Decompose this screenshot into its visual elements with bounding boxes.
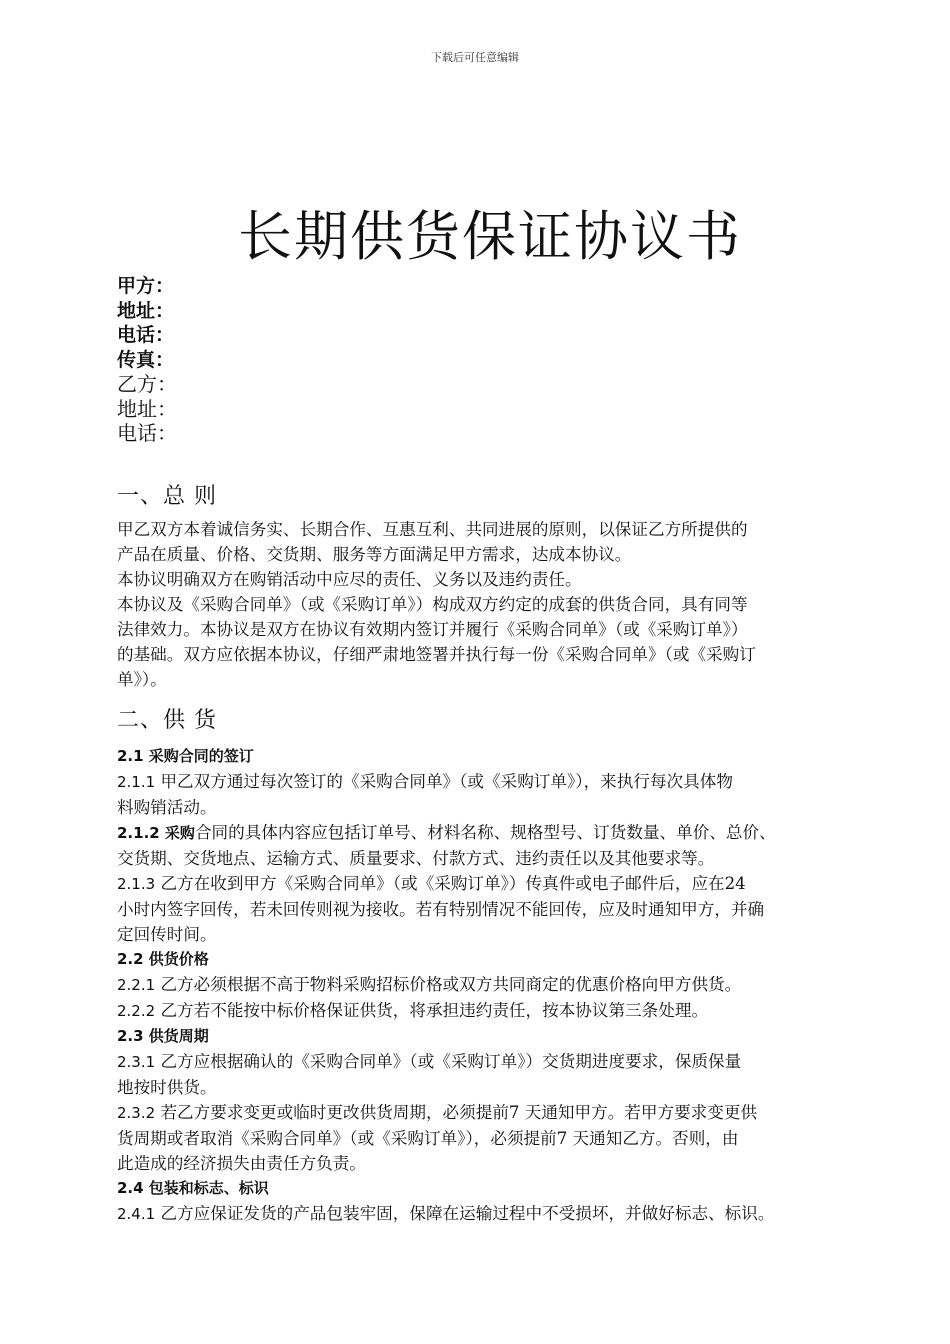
clause-continuation: 小时内签字回传，若未回传则视为接收。若有特别情况不能回传，应及时通知甲方，并确 xyxy=(117,900,765,919)
clause xyxy=(117,769,887,795)
paragraph: 甲乙双方本着诚信务实、长期合作、互惠互利、共同进展的原则，以保证乙方所提供的 xyxy=(117,520,748,539)
section-supply xyxy=(117,706,887,1227)
clause-number: 2.3.1 xyxy=(117,1053,156,1071)
clause-text: 乙方在收到甲方《采购合同单》（或《采购订单》）传真件或电子邮件后，应在24 xyxy=(155,874,746,893)
clause-text: 若乙方要求变更或临时更改供货周期，必须提前7 天通知甲方。若甲方要求变更供 xyxy=(155,1103,758,1122)
section-heading-general: 一、总 则 xyxy=(117,484,217,509)
clause-text: 合同的具体内容应包括订单号、材料名称、规格型号、订货数量、单价、总价、 xyxy=(194,823,776,842)
clause-number: 2.1.2 采购 xyxy=(117,824,195,842)
clause xyxy=(117,820,887,846)
clause-text: 乙方必须根据不高于物料采购招标价格或双方共同商定的优惠价格向甲方供货。 xyxy=(155,975,742,994)
clause-continuation: 地按时供货。 xyxy=(117,1078,217,1097)
clause xyxy=(117,998,887,1024)
clause-number: 2.1.3 xyxy=(117,875,156,893)
paragraph: 单》）。 xyxy=(117,670,167,689)
party-a-fax-label: 传真： xyxy=(117,348,175,371)
clause-continuation: 货周期或者取消《采购合同单》（或《采购订单》），必须提前7 天通知乙方。否则，由 xyxy=(117,1129,739,1148)
section-heading-supply: 二、供 货 xyxy=(117,708,217,733)
clause-text: 甲乙双方通过每次签订的《采购合同单》（或《采购订单》），来执行每次具体物 xyxy=(155,772,733,791)
clause-number: 2.3.2 xyxy=(117,1104,156,1122)
clause xyxy=(117,1100,887,1126)
clause-continuation: 定回传时间。 xyxy=(117,925,217,944)
party-info-block xyxy=(117,274,177,446)
clause-text: 乙方若不能按中标价格保证供货，将承担违约责任，按本协议第三条处理。 xyxy=(155,1001,709,1020)
clause-continuation: 交货期、交货地点、运输方式、质量要求、付款方式、违约责任以及其他要求等。 xyxy=(117,849,715,868)
party-a-address-label: 地址： xyxy=(117,299,175,322)
party-b-address-label: 地址： xyxy=(117,396,177,421)
clause xyxy=(117,871,887,897)
subsection-title: 2.3 供货周期 xyxy=(117,1027,209,1045)
subsection-title: 2.2 供货价格 xyxy=(117,950,209,968)
clause xyxy=(117,972,887,998)
party-a-label: 甲方： xyxy=(117,275,175,297)
clause-number: 2.4.1 xyxy=(117,1205,156,1223)
subsection-title: 2.4 包装和标志、标识 xyxy=(117,1179,269,1197)
paragraph: 的基础。双方应依据本协议，仔细严肃地签署并执行每一份《采购合同单》（或《采购订 xyxy=(117,645,756,664)
clause xyxy=(117,1049,887,1075)
paragraph: 本协议明确双方在购销活动中应尽的责任、义务以及违约责任。 xyxy=(117,570,582,589)
clause xyxy=(117,1201,887,1227)
clause-text: 乙方应根据确认的《采购合同单》（或《采购订单》）交货期进度要求，保质保量 xyxy=(155,1052,742,1071)
subsection-title: 2.1 采购合同的签订 xyxy=(117,747,254,765)
document-title: 长期供货保证协议书 xyxy=(238,205,742,268)
clause-number: 2.2.1 xyxy=(117,976,156,994)
paragraph: 法律效力。本协议是双方在协议有效期内签订并履行《采购合同单》（或《采购订单》） xyxy=(117,620,748,639)
party-a-phone-label: 电话： xyxy=(117,324,175,346)
section-general xyxy=(117,482,887,692)
party-b-label: 乙方： xyxy=(117,372,177,396)
clause-continuation: 此造成的经济损失由责任方负责。 xyxy=(117,1154,366,1173)
paragraph: 本协议及《采购合同单》（或《采购订单》）构成双方约定的成套的供货合同，具有同等 xyxy=(117,595,748,614)
party-b-phone-label: 电话： xyxy=(117,421,177,445)
paragraph: 产品在质量、价格、交货期、服务等方面满足甲方需求，达成本协议。 xyxy=(117,545,632,564)
clause-number: 2.2.2 xyxy=(117,1002,156,1020)
clause-continuation: 料购销活动。 xyxy=(117,798,217,817)
clause-text: 乙方应保证发货的产品包装牢固，保障在运输过程中不受损坏，并做好标志、标识。 xyxy=(155,1204,775,1223)
clause-number: 2.1.1 xyxy=(117,773,156,791)
page-header-note: 下载后可任意编辑 xyxy=(431,51,519,64)
